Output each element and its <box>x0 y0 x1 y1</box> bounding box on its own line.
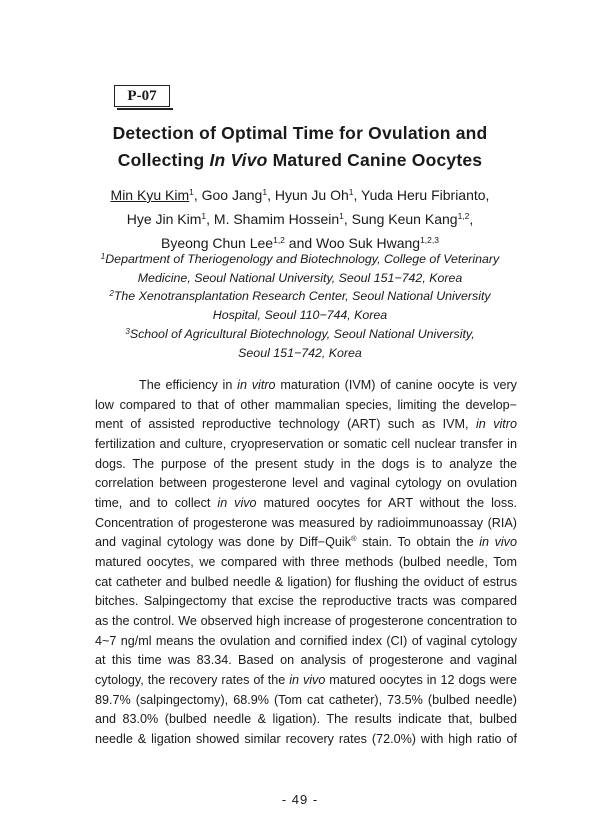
abstract-line: 4~7 ng/ml means the ovulation and cornified index (CI) of vaginal cytology <box>95 633 517 648</box>
affiliation-3-cont: Seoul 151−742, Korea <box>238 345 362 360</box>
affiliation-2: $^2$The Xenotransplantation Research Center, Seoul National University <box>109 289 491 304</box>
abstract-line: at this time was 83.34. Based on analysis of progesterone and vaginal <box>95 653 517 668</box>
abstract-line: fertilization and culture, cryopreservation or somatic cell nuclear transfer in <box>95 436 517 451</box>
abstract-line: ment of assisted reproductive technology (ART) such as IVM, in vitro <box>95 417 517 432</box>
title-line-2: Collecting In Vivo Matured Canine Oocytes <box>117 150 483 170</box>
abstract-line: dogs. The purpose of the present study in the dogs is to analyze the <box>95 456 517 471</box>
abstract-line: and vaginal cytology was done by Diff−Quik® stain. To obtain the in vivo <box>95 534 517 550</box>
affiliation-1: $^1$Department of Theriogenology and Biotechnology, College of Veterinary <box>100 252 500 266</box>
abstract-line: needle & ligation showed similar recovery rates (72.0%) with high ratio of <box>95 731 517 746</box>
abstract-line: low compared to that of other mammalian species, limiting the develop− <box>95 397 517 412</box>
abstract-line: matured oocytes, we compared with three methods (bulbed needle, Tom <box>95 554 517 569</box>
abstract-body <box>95 376 517 749</box>
abstract-line: as the control. We observed high increase of progesterone concentration to <box>95 613 517 628</box>
author-line-3: Byeong Chun Lee$^{1,2}$ and Woo Suk Hwang$^{1,2,3}$ <box>161 235 439 251</box>
abstract-line: cytology, the recovery rates of the in vivo matured oocytes in 12 dogs were <box>95 672 517 687</box>
abstract-line: bitches. Salpingectomy that excise the reproductive tracts was compared <box>95 594 517 609</box>
abstract-line: correlation between progesterone level and vaginal cytology on ovulation <box>95 476 517 491</box>
abstract-line: Concentration of progesterone was measured by radioimmunoassay (RIA) <box>95 515 517 530</box>
abstract-line: and 83.0% (bulbed needle & ligation). The results indicate that, bulbed <box>95 712 517 727</box>
abstract-line: cat catheter and bulbed needle & ligation) for flushing the oviduct of estrus <box>95 574 517 589</box>
affiliation-3: $^3$School of Agricultural Biotechnology, Seoul National University, <box>125 326 475 341</box>
abstract-line: The efficiency in in vitro maturation (IVM) of canine oocyte is very <box>139 378 517 392</box>
presenting-author: Min Kyu Kim <box>110 187 190 203</box>
affiliation-2-cont: Hospital, Seoul 110−744, Korea <box>212 308 388 323</box>
abstract-line: 89.7% (salpingectomy), 68.9% (Tom cat catheter), 73.5% (bulbed needle) <box>95 692 517 707</box>
abstract-line: time, and to collect in vivo matured oocytes for ART without the loss. <box>95 495 517 510</box>
author-line-1: Min Kyu Kim$^1$, Goo Jang$^1$, Hyun Ju Oh$^1$, Yuda Heru Fibrianto, <box>110 187 490 203</box>
poster-id-label: P-07 <box>114 85 170 107</box>
paper-title <box>40 120 560 174</box>
affiliation-1-cont: Medicine, Seoul National University, Seoul 151−742, Korea <box>137 270 463 285</box>
author-list <box>40 183 560 255</box>
affiliations <box>40 250 560 362</box>
author-line-2: Hye Jin Kim$^1$, M. Shamim Hossein$^1$, Sung Keun Kang$^{1,2}$, <box>126 211 474 227</box>
title-line-1: Detection of Optimal Time for Ovulation and <box>112 123 488 143</box>
page-number: - 49 - <box>281 792 319 807</box>
